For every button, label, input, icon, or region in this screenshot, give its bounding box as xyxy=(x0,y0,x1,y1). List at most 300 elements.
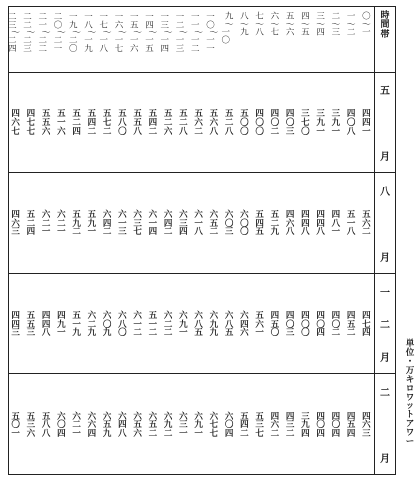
glyph: 五 xyxy=(346,319,356,330)
value-cell xyxy=(145,211,160,237)
hour-to xyxy=(362,28,371,36)
tilde-glyph: 〜 xyxy=(270,19,280,30)
glyph: 間 xyxy=(380,20,390,31)
glyph: 五 xyxy=(26,310,36,321)
value-cell xyxy=(39,211,54,237)
hour-header xyxy=(359,13,374,37)
glyph: 八 xyxy=(209,126,219,137)
glyph: 七 xyxy=(99,20,109,30)
tilde-glyph: 〜 xyxy=(178,28,188,38)
glyph: 九 xyxy=(270,227,280,238)
hour-to xyxy=(100,37,115,53)
glyph: 八 xyxy=(224,126,234,137)
glyph: 六 xyxy=(102,210,112,221)
glyph: 六 xyxy=(209,310,219,321)
hour-from xyxy=(8,13,23,29)
glyph: 一 xyxy=(179,328,188,339)
glyph: 二 xyxy=(380,320,390,332)
hour-to xyxy=(176,37,191,53)
glyph: 四 xyxy=(285,411,295,422)
tilde-glyph: 〜 xyxy=(56,28,66,38)
glyph: 二 xyxy=(38,44,48,54)
glyph: 七 xyxy=(255,428,264,439)
month-label xyxy=(374,384,396,465)
glyph: 一 xyxy=(53,44,63,54)
value-cell xyxy=(176,413,191,439)
tilde-glyph: 〜 xyxy=(163,28,173,38)
glyph: 四 xyxy=(41,319,51,330)
value-cell xyxy=(176,110,191,136)
glyph: ワ xyxy=(405,428,415,439)
value-cell xyxy=(222,413,237,439)
glyph: 四 xyxy=(26,109,36,120)
value-cell xyxy=(252,110,267,136)
glyph: 三 xyxy=(11,328,20,339)
glyph: 一 xyxy=(331,126,341,137)
glyph: 帯 xyxy=(380,29,390,40)
glyph: 〇 xyxy=(118,126,127,137)
value-cell xyxy=(344,312,359,338)
value-cell xyxy=(359,211,374,237)
glyph: 六 xyxy=(133,428,142,439)
glyph: 六 xyxy=(209,118,219,129)
hour-header xyxy=(8,13,23,53)
glyph: 二 xyxy=(380,388,390,400)
glyph: 九 xyxy=(69,20,78,30)
glyph: 六 xyxy=(224,210,234,221)
glyph: 一 xyxy=(148,218,158,229)
glyph: 四 xyxy=(301,210,310,221)
value-cell xyxy=(298,110,313,136)
glyph: 四 xyxy=(301,428,310,439)
tilde-glyph: 〜 xyxy=(346,19,356,30)
glyph: 四 xyxy=(362,328,371,339)
glyph: 八 xyxy=(41,428,51,439)
glyph: 〇 xyxy=(316,420,325,431)
glyph: 七 xyxy=(26,118,36,129)
glyph: 二 xyxy=(163,118,173,129)
month-label xyxy=(374,82,396,163)
glyph: 三 xyxy=(362,428,371,439)
glyph: 五 xyxy=(72,109,81,120)
glyph: 二 xyxy=(163,227,173,238)
glyph: 五 xyxy=(148,310,158,321)
glyph: 一 xyxy=(380,287,390,299)
glyph: 八 xyxy=(316,227,325,238)
glyph: 一 xyxy=(99,35,109,46)
glyph: 一 xyxy=(84,12,93,22)
tilde-glyph: 〜 xyxy=(102,28,112,38)
glyph: 九 xyxy=(57,319,66,330)
glyph: 四 xyxy=(331,210,341,221)
hour-from xyxy=(39,13,54,29)
glyph: 五 xyxy=(285,11,295,22)
glyph: 二 xyxy=(72,420,81,431)
glyph: 四 xyxy=(285,109,295,120)
glyph: 八 xyxy=(194,227,203,238)
glyph: 六 xyxy=(118,210,127,221)
hour-from xyxy=(84,13,99,29)
glyph: 五 xyxy=(194,328,203,339)
value-cell xyxy=(206,312,221,338)
glyph: 〇 xyxy=(240,218,249,229)
value-cell xyxy=(222,211,237,237)
glyph: 〇 xyxy=(362,11,371,22)
glyph: 二 xyxy=(163,328,173,339)
glyph: 七 xyxy=(209,420,219,431)
hour-from xyxy=(54,13,69,29)
glyph: 〇 xyxy=(240,118,249,129)
value-cell xyxy=(344,110,359,136)
value-cell xyxy=(145,413,160,439)
glyph: 五 xyxy=(362,210,371,221)
value-cell xyxy=(115,312,130,338)
glyph: 二 xyxy=(38,35,48,46)
glyph: 二 xyxy=(87,126,97,137)
glyph: 位 xyxy=(405,347,415,358)
value-cell xyxy=(8,312,23,338)
glyph: 二 xyxy=(8,12,17,22)
value-cell xyxy=(298,312,313,338)
value-cell xyxy=(130,110,145,136)
glyph: 八 xyxy=(118,428,127,439)
glyph: 九 xyxy=(194,420,203,431)
glyph: 五 xyxy=(148,420,158,431)
glyph: 六 xyxy=(118,411,127,422)
table-rule xyxy=(8,273,396,274)
glyph: 八 xyxy=(346,126,356,137)
glyph: 五 xyxy=(255,310,264,321)
glyph: 五 xyxy=(11,411,20,422)
glyph: 四 xyxy=(301,11,310,22)
value-cell xyxy=(191,110,206,136)
glyph: 一 xyxy=(133,319,142,330)
value-cell xyxy=(161,312,176,338)
value-cell xyxy=(115,413,130,439)
glyph: 四 xyxy=(57,428,66,439)
glyph: 六 xyxy=(285,218,295,229)
glyph: 三 xyxy=(8,20,17,30)
hour-header xyxy=(23,13,38,53)
glyph: 六 xyxy=(179,310,188,321)
value-cell xyxy=(69,312,84,338)
glyph: 一 xyxy=(72,319,81,330)
glyph: 三 xyxy=(118,227,127,238)
glyph: 八 xyxy=(179,126,188,137)
glyph: ロ xyxy=(405,383,415,394)
glyph: 九 xyxy=(301,420,310,431)
glyph: 六 xyxy=(102,411,112,422)
value-cell xyxy=(328,211,343,237)
glyph: 五 xyxy=(72,310,81,321)
glyph: 五 xyxy=(118,109,127,120)
hour-header xyxy=(298,13,313,37)
glyph: 四 xyxy=(255,109,264,120)
value-cell xyxy=(115,110,130,136)
tilde-glyph: 〜 xyxy=(72,28,82,38)
glyph: 六 xyxy=(270,420,280,431)
value-cell xyxy=(344,413,359,439)
glyph: 五 xyxy=(87,109,97,120)
hour-header xyxy=(191,13,206,53)
hour-from xyxy=(115,13,130,29)
glyph: 五 xyxy=(133,420,142,431)
glyph: 三 xyxy=(26,420,36,431)
value-cell xyxy=(252,312,267,338)
value-cell xyxy=(8,211,23,237)
glyph: 一 xyxy=(57,227,66,238)
glyph: 二 xyxy=(133,328,142,339)
glyph: 四 xyxy=(346,310,356,321)
glyph: 六 xyxy=(209,210,219,221)
glyph: 二 xyxy=(285,428,295,439)
glyph: 〇 xyxy=(270,118,280,129)
glyph: ・ xyxy=(405,356,415,367)
glyph: 二 xyxy=(26,218,36,229)
value-cell xyxy=(100,413,115,439)
glyph: 五 xyxy=(102,420,112,431)
glyph: 〇 xyxy=(118,328,127,339)
glyph: 九 xyxy=(209,328,219,339)
value-cell xyxy=(283,413,298,439)
glyph: 二 xyxy=(102,126,112,137)
glyph: 九 xyxy=(87,328,97,339)
glyph: 一 xyxy=(194,428,203,439)
glyph: 七 xyxy=(102,118,112,129)
value-cell xyxy=(237,413,252,439)
value-cell xyxy=(267,413,282,439)
glyph: 四 xyxy=(316,428,325,439)
hour-to xyxy=(222,29,237,45)
glyph: 四 xyxy=(240,420,249,431)
glyph: 〇 xyxy=(224,420,234,431)
glyph: 五 xyxy=(255,411,264,422)
glyph: 一 xyxy=(114,35,124,46)
value-cell xyxy=(191,312,206,338)
tilde-glyph: 〜 xyxy=(194,28,204,38)
glyph: 一 xyxy=(57,328,66,339)
glyph: 四 xyxy=(346,109,356,120)
hour-to xyxy=(191,37,206,53)
glyph: 〇 xyxy=(69,44,78,54)
glyph: 六 xyxy=(133,411,142,422)
glyph: 七 xyxy=(301,118,310,129)
glyph: 六 xyxy=(130,44,139,54)
glyph: 三 xyxy=(285,126,295,137)
glyph: 五 xyxy=(224,328,234,339)
value-cell xyxy=(130,312,145,338)
glyph: 五 xyxy=(194,109,203,120)
glyph: 時 xyxy=(380,11,390,21)
glyph: 八 xyxy=(380,186,390,198)
glyph: 六 xyxy=(163,210,173,221)
value-cell xyxy=(359,312,374,338)
hour-from xyxy=(100,13,115,29)
glyph: 二 xyxy=(148,328,158,339)
glyph: 三 xyxy=(331,27,341,37)
hour-from xyxy=(176,13,191,29)
value-cell xyxy=(206,413,221,439)
glyph: 〇 xyxy=(301,319,310,330)
glyph: 四 xyxy=(362,109,371,120)
hour-to xyxy=(316,28,325,36)
value-cell xyxy=(359,413,374,439)
glyph: 一 xyxy=(145,12,154,22)
glyph: 六 xyxy=(362,420,371,431)
hour-to xyxy=(145,37,160,53)
glyph: 二 xyxy=(346,328,356,339)
tilde-glyph: 〜 xyxy=(87,28,97,38)
glyph: 六 xyxy=(362,218,371,229)
glyph: 九 xyxy=(84,44,93,54)
glyph: 九 xyxy=(224,11,234,22)
value-cell xyxy=(84,413,99,439)
unit-label xyxy=(403,340,417,447)
glyph: 〇 xyxy=(240,126,249,137)
value-cell xyxy=(328,312,343,338)
glyph: 四 xyxy=(316,27,325,37)
hour-to xyxy=(271,28,280,36)
glyph: 五 xyxy=(41,109,51,120)
hour-to xyxy=(54,37,69,53)
power-demand-table xyxy=(8,6,396,475)
value-cell xyxy=(145,312,160,338)
hour-header xyxy=(84,13,99,53)
hour-to xyxy=(301,28,310,36)
tilde-glyph: 〜 xyxy=(209,28,219,38)
glyph: 五 xyxy=(255,210,264,221)
value-cell xyxy=(161,413,176,439)
glyph: 二 xyxy=(224,118,234,129)
value-cell xyxy=(191,413,206,439)
tilde-glyph: 〜 xyxy=(255,19,265,30)
glyph: 一 xyxy=(206,35,215,46)
glyph: 一 xyxy=(130,12,139,22)
glyph: 五 xyxy=(163,109,173,120)
glyph: 四 xyxy=(8,44,17,54)
glyph: 三 xyxy=(331,109,341,120)
glyph: 二 xyxy=(240,428,249,439)
value-cell xyxy=(23,413,38,439)
glyph: 一 xyxy=(84,35,93,46)
glyph: 四 xyxy=(346,428,356,439)
glyph: 五 xyxy=(270,210,280,221)
glyph: 月 xyxy=(380,151,390,163)
value-cell xyxy=(267,211,282,237)
hour-header xyxy=(267,13,282,37)
glyph: 二 xyxy=(72,118,81,129)
glyph: 四 xyxy=(255,218,264,229)
glyph: 二 xyxy=(331,328,341,339)
value-cell xyxy=(84,312,99,338)
glyph: 九 xyxy=(179,319,188,330)
hour-header xyxy=(100,13,115,53)
glyph: 四 xyxy=(160,44,170,54)
glyph: 五 xyxy=(148,109,158,120)
glyph: 一 xyxy=(346,11,356,22)
value-cell xyxy=(130,211,145,237)
glyph: ー xyxy=(405,437,415,448)
hour-header xyxy=(176,13,191,53)
glyph: ア xyxy=(405,419,415,430)
value-cell xyxy=(161,110,176,136)
glyph: 二 xyxy=(23,12,32,22)
glyph: 六 xyxy=(133,310,142,321)
glyph: 五 xyxy=(26,210,36,221)
glyph: 一 xyxy=(114,12,124,22)
glyph: 二 xyxy=(270,428,280,439)
glyph: 六 xyxy=(41,210,51,221)
glyph: 〇 xyxy=(53,20,63,30)
glyph: 八 xyxy=(240,11,249,22)
glyph: 一 xyxy=(11,428,20,439)
glyph: 八 xyxy=(133,126,142,137)
glyph: 四 xyxy=(331,411,341,422)
hour-header xyxy=(252,13,267,37)
value-cell xyxy=(328,413,343,439)
glyph: 三 xyxy=(316,109,325,120)
tilde-glyph: 〜 xyxy=(41,28,51,38)
glyph: 四 xyxy=(11,109,20,120)
tilde-glyph: 〜 xyxy=(300,19,310,30)
glyph: 二 xyxy=(179,118,188,129)
glyph: 三 xyxy=(11,227,20,238)
glyph: 二 xyxy=(270,126,280,137)
glyph: 五 xyxy=(41,411,51,422)
glyph: 三 xyxy=(175,44,185,54)
glyph: 一 xyxy=(179,428,188,439)
glyph: 五 xyxy=(209,109,219,120)
glyph: 二 xyxy=(8,35,17,46)
glyph: 五 xyxy=(380,86,390,97)
hour-to xyxy=(115,37,130,53)
glyph: 一 xyxy=(160,35,170,46)
glyph: 六 xyxy=(72,411,81,422)
glyph: 二 xyxy=(331,11,341,22)
glyph: 月 xyxy=(380,252,390,264)
hour-header xyxy=(39,13,54,53)
glyph: 六 xyxy=(270,11,280,22)
value-cell xyxy=(237,312,252,338)
glyph: 一 xyxy=(206,44,215,54)
glyph: 〇 xyxy=(346,118,356,129)
glyph: 五 xyxy=(145,44,154,54)
value-cell xyxy=(39,413,54,439)
glyph: 七 xyxy=(209,428,219,439)
value-cell xyxy=(161,211,176,237)
value-cell xyxy=(267,110,282,136)
glyph: 六 xyxy=(87,420,97,431)
glyph: 一 xyxy=(221,27,231,38)
glyph: 六 xyxy=(57,411,66,422)
hour-from xyxy=(161,13,176,29)
hour-to xyxy=(130,37,145,53)
glyph: 七 xyxy=(270,27,280,37)
glyph: 八 xyxy=(41,420,51,431)
glyph: 五 xyxy=(133,109,142,120)
glyph: 五 xyxy=(130,20,139,30)
hour-header xyxy=(161,13,176,53)
hour-to xyxy=(332,28,341,36)
glyph: 五 xyxy=(102,109,112,120)
hour-header xyxy=(283,13,298,37)
value-cell xyxy=(23,110,38,136)
glyph: 二 xyxy=(38,12,48,22)
glyph: 六 xyxy=(163,411,173,422)
glyph: 五 xyxy=(26,411,36,422)
glyph: 八 xyxy=(346,227,356,238)
tilde-glyph: 〜 xyxy=(285,19,295,30)
